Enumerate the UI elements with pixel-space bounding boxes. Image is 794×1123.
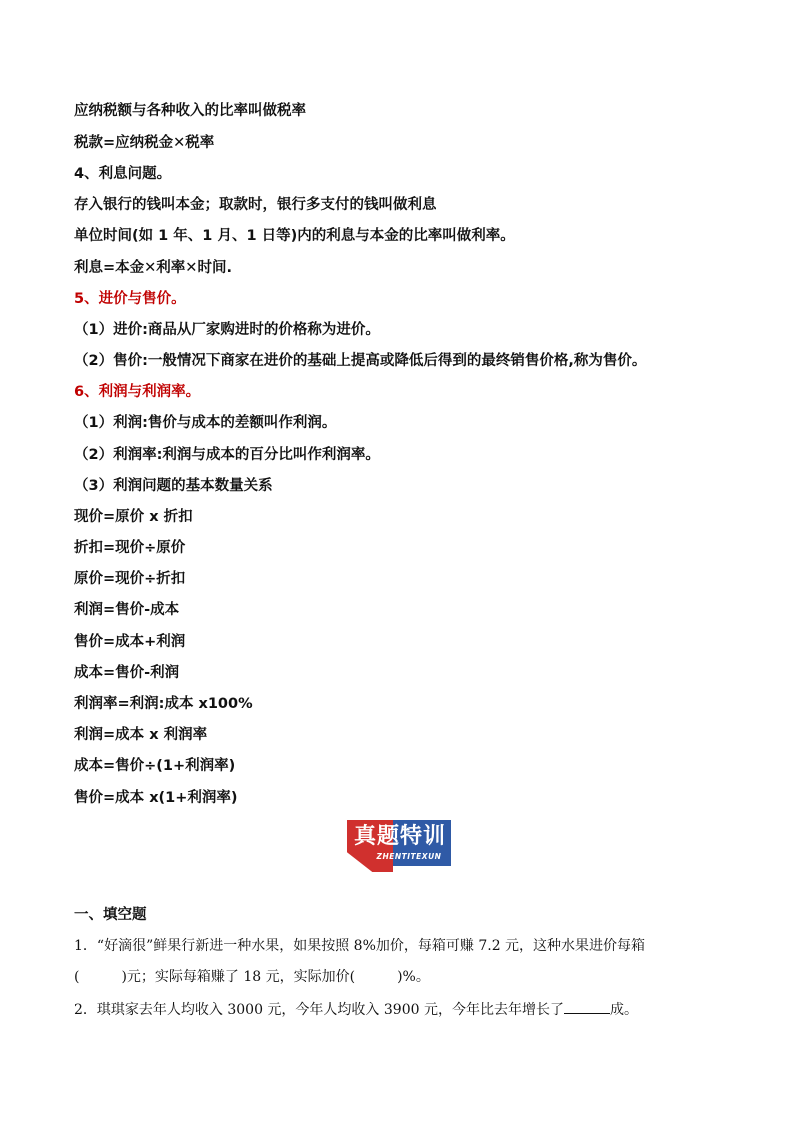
formula-1: 现价=原价 x 折扣 — [74, 509, 193, 525]
formula-4: 利润=售价-成本 — [74, 602, 180, 618]
line-12: （2）利润率:利润与成本的百分比叫作利润率。 — [74, 447, 380, 463]
question-2 — [74, 999, 638, 1019]
line-2: 税款=应纳税金✕税率 — [74, 135, 215, 151]
line-8: （1）进价:商品从厂家购进时的价格称为进价。 — [74, 322, 380, 338]
formula-8: 利润=成本 x 利润率 — [74, 727, 208, 743]
line-13: （3）利润问题的基本数量关系 — [74, 478, 273, 494]
section-title: 一、填空题 — [74, 907, 147, 923]
line-4: 存入银行的钱叫本金；取款时，银行多支付的钱叫做利息 — [74, 197, 437, 213]
formula-2: 折扣=现价÷原价 — [74, 540, 186, 556]
formula-3: 原价=现价÷折扣 — [74, 571, 186, 587]
formula-9: 成本=售价÷(1+利润率) — [74, 758, 236, 774]
formula-10: 售价=成本 x(1+利润率) — [74, 790, 238, 806]
line-3: 4、利息问题。 — [74, 166, 172, 182]
logo-title: 真题特训 — [353, 824, 446, 849]
question-1-line-1: 1．“好滴很”鲜果行新进一种水果，如果按照 8%加价，每箱可赚 7.2 元，这种水果进价每箱 — [74, 938, 646, 954]
zhenti-texun-logo — [347, 820, 451, 872]
line-5: 单位时间(如 1 年、1 月、1 日等)内的利息与本金的比率叫做利率。 — [74, 228, 515, 244]
question-2-text: 2．琪琪家去年人均收入 3000 元，今年人均收入 3900 元，今年比去年增长了 — [74, 1002, 564, 1018]
logo-subtitle: ZHENTITEXUN — [376, 852, 442, 861]
line-9: （2）售价:一般情况下商家在进价的基础上提高或降低后得到的最终销售价格,称为售价。 — [74, 353, 647, 369]
formula-6: 成本=售价-利润 — [74, 665, 180, 681]
line-11: （1）利润:售价与成本的差额叫作利润。 — [74, 415, 337, 431]
line-1: 应纳税额与各种收入的比率叫做税率 — [74, 103, 306, 119]
line-6: 利息=本金✕利率✕时间. — [74, 260, 232, 276]
formula-7: 利润率=利润:成本 x100% — [74, 696, 253, 712]
answer-blank[interactable] — [564, 999, 610, 1014]
question-1-line-2: ( )元；实际每箱赚了 18 元，实际加价( )%。 — [74, 969, 430, 985]
heading-profit-rate: 6、利润与利润率。 — [74, 384, 201, 400]
heading-purchase-sale-price: 5、进价与售价。 — [74, 291, 186, 307]
formula-5: 售价=成本+利润 — [74, 634, 186, 650]
question-2-suffix: 成。 — [609, 1002, 638, 1018]
